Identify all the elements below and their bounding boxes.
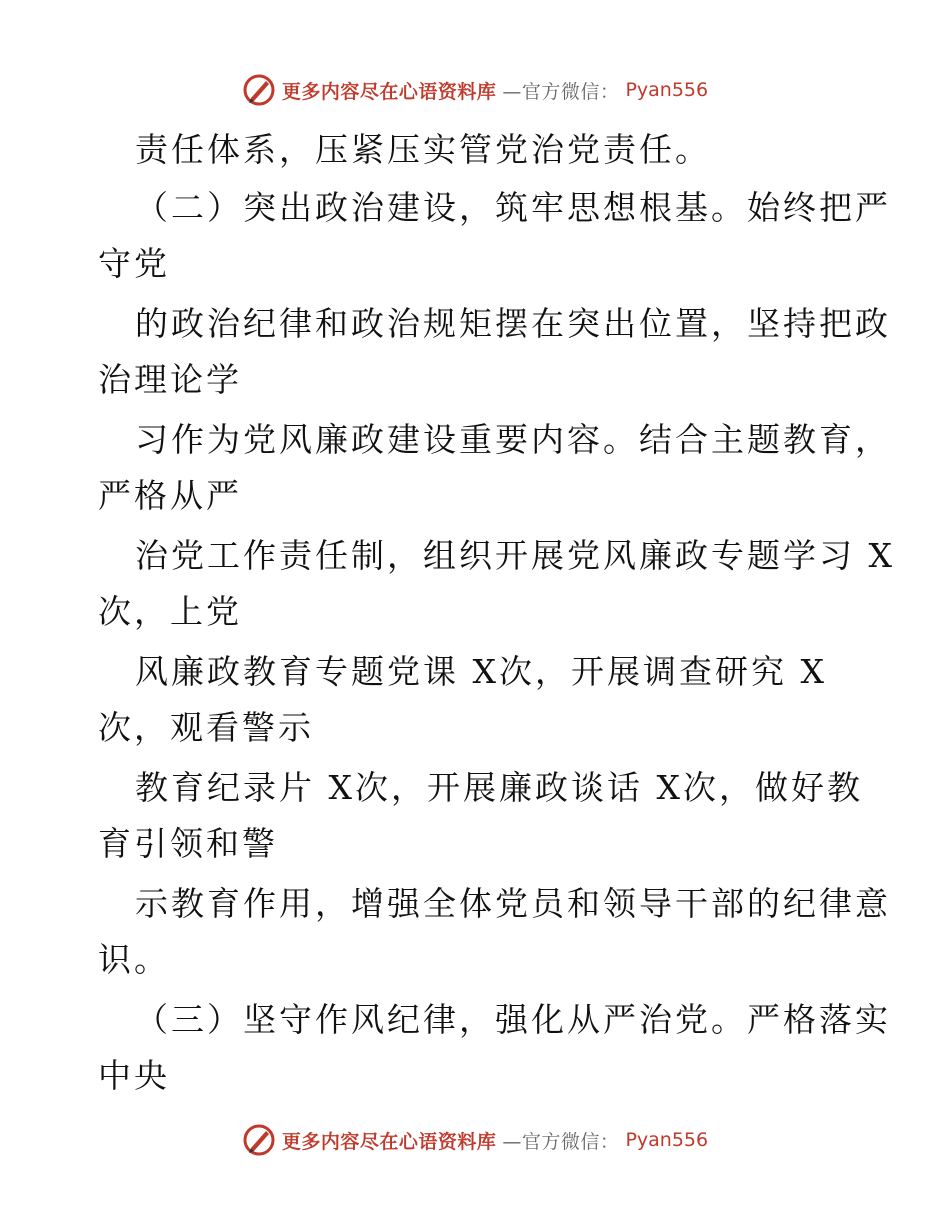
- text-line: 次，观看警示: [98, 708, 314, 747]
- text-line: 习作为党风廉政建设重要内容。结合主题教育，: [135, 420, 891, 459]
- text-line: 治党工作责任制，组织开展党风廉政专题学习 X: [135, 536, 895, 575]
- watermark-wechat-id: Pyan556: [625, 79, 709, 101]
- text-line: 风廉政教育专题党课 X次，开展调查研究 X: [135, 652, 827, 691]
- watermark-sub-text: —官方微信：: [502, 80, 620, 103]
- text-line: （三）坚守作风纪律，强化从严治党。严格落实: [135, 1000, 891, 1039]
- text-line: 示教育作用，增强全体党员和领导干部的纪律意: [135, 884, 891, 923]
- text-line: 责任体系，压紧压实管党治党责任。: [135, 130, 711, 169]
- watermark-wechat-id: Pyan556: [625, 1129, 709, 1151]
- text-line: 中央: [98, 1056, 170, 1095]
- text-line: 教育纪录片 X次，开展廉政谈话 X次，做好教: [135, 768, 863, 807]
- text-line: （二）突出政治建设，筑牢思想根基。始终把严: [135, 188, 891, 227]
- text-line: 识。: [98, 940, 170, 979]
- watermark-sub-text: —官方微信：: [502, 1130, 620, 1153]
- text-line: 守党: [98, 244, 170, 283]
- text-line: 治理论学: [98, 360, 242, 399]
- pen-logo-icon: [242, 1123, 276, 1157]
- watermark-main-text: 更多内容尽在心语资料库: [281, 80, 497, 103]
- text-line: 严格从严: [98, 476, 242, 515]
- text-line: 次，上党: [98, 592, 242, 631]
- watermark-main-text: 更多内容尽在心语资料库: [281, 1130, 497, 1153]
- text-line: 的政治纪律和政治规矩摆在突出位置，坚持把政: [135, 304, 891, 343]
- watermark-footer: [0, 1120, 950, 1160]
- text-line: 育引领和警: [98, 824, 278, 863]
- pen-logo-icon: [242, 73, 276, 107]
- watermark-header: [0, 70, 950, 110]
